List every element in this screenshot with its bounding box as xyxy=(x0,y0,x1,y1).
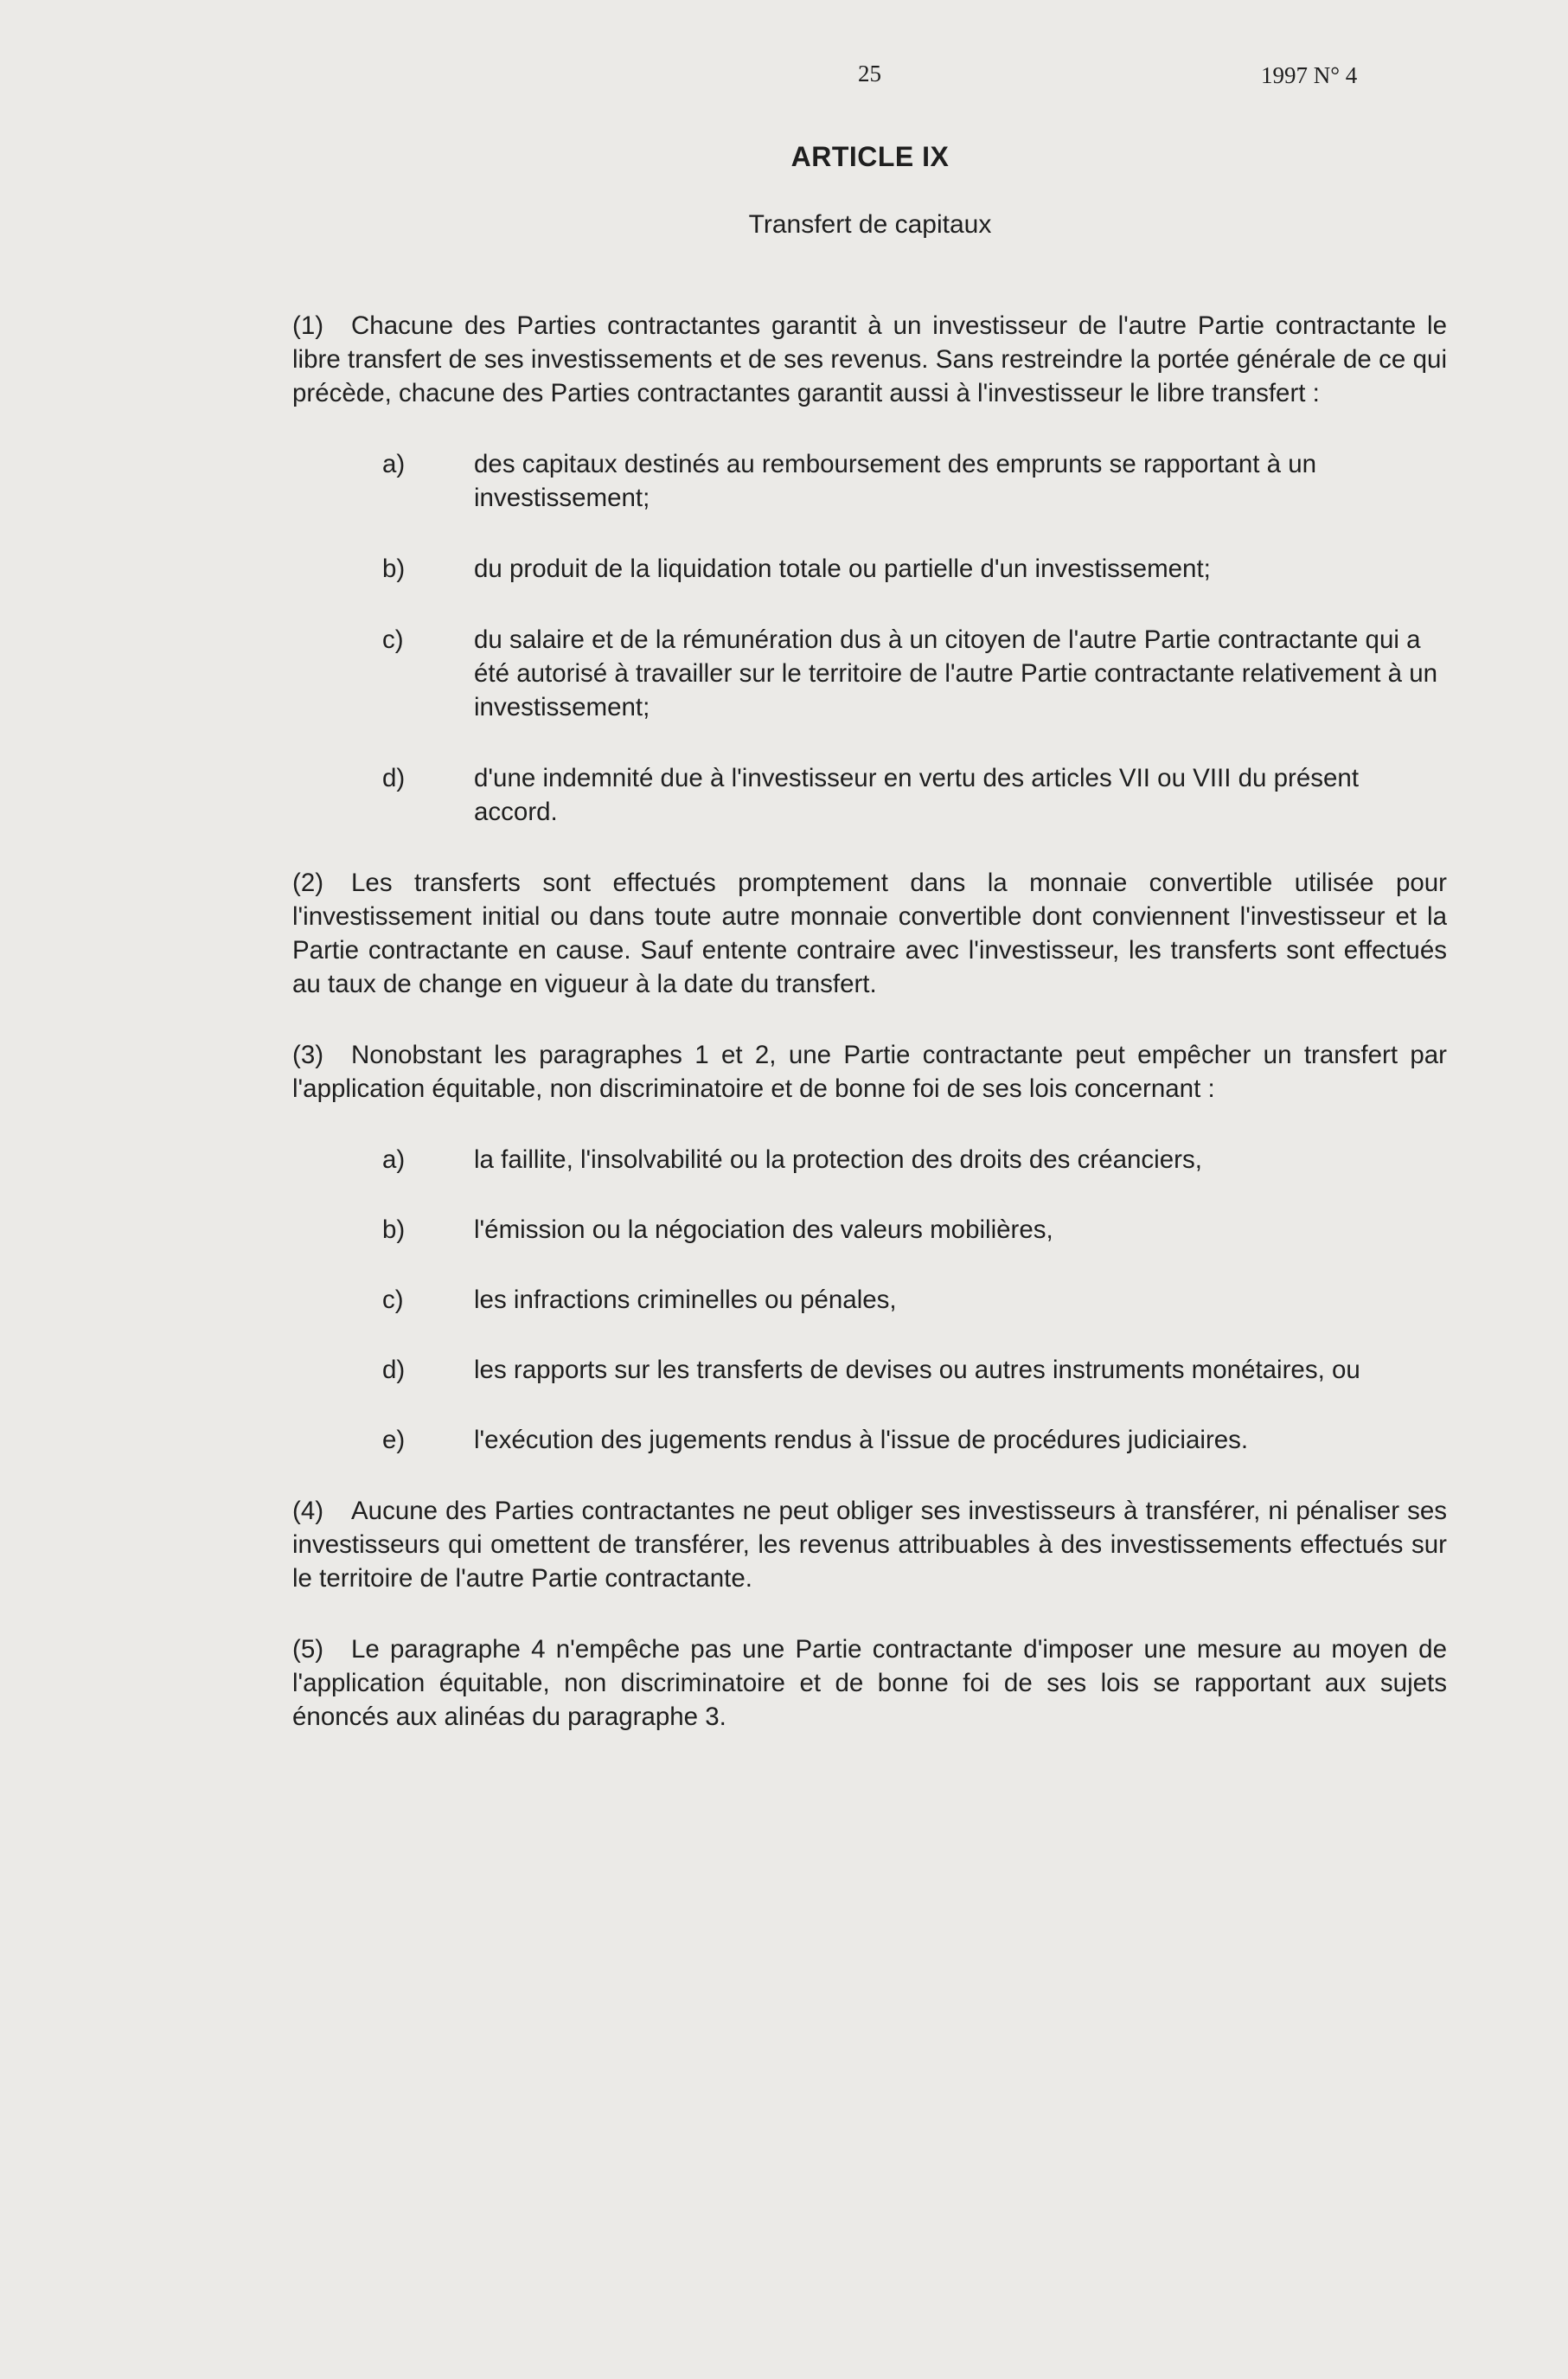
paragraph-number: (5) xyxy=(292,1635,324,1664)
item-label: d) xyxy=(382,1356,406,1384)
item-text: du salaire et de la rémunération dus à un citoyen de l'autre Partie contractante qui a été autorisé à travailler sur le territoire de l'autre Partie contractante relativement à un investissement; xyxy=(474,625,1438,721)
list-item xyxy=(292,1353,1447,1387)
paragraph-text: Le paragraphe 4 n'empêche pas une Partie contractante d'imposer une mesure au moyen de l'application équitable, non discriminatoire et de bonne foi de ses lois se rapportant aux sujets énoncés aux alinéas du paragraphe 3. xyxy=(292,1635,1447,1731)
paragraph-text: Nonobstant les paragraphes 1 et 2, une Partie contractante peut empêcher un transfert par l'application équitable, non discriminatoire et de bonne foi de ses lois concernant : xyxy=(292,1041,1447,1103)
item-text: la faillite, l'insolvabilité ou la protection des droits des créanciers, xyxy=(474,1145,1202,1174)
paragraph-text: Chacune des Parties contractantes garantit à un investisseur de l'autre Partie contractante le libre transfert de ses investissements et de ses revenus. Sans restreindre la portée générale de ce qui précède, chacune des Parties contractantes garantit aussi à l'investisseur le libre transfert : xyxy=(292,311,1447,407)
item-text: les infractions criminelles ou pénales, xyxy=(474,1286,897,1314)
item-text: des capitaux destinés au remboursement des emprunts se rapportant à un investissement; xyxy=(474,450,1317,512)
issue-reference: 1997 N° 4 xyxy=(1261,62,1358,88)
list-item xyxy=(292,761,1447,829)
paragraph-3 xyxy=(292,1038,1447,1106)
article-title: ARTICLE IX xyxy=(790,141,950,172)
paragraph-number: (3) xyxy=(292,1041,324,1069)
paragraph-4 xyxy=(292,1494,1447,1595)
paragraph-1-items xyxy=(292,447,1447,829)
list-item xyxy=(292,1213,1447,1247)
item-text: l'émission ou la négociation des valeurs mobilières, xyxy=(474,1215,1053,1244)
item-label: a) xyxy=(382,1145,406,1174)
paragraph-number: (4) xyxy=(292,1497,324,1525)
item-label: a) xyxy=(382,450,406,478)
item-text: les rapports sur les transferts de devises ou autres instruments monétaires, ou xyxy=(474,1356,1360,1384)
article-subtitle: Transfert de capitaux xyxy=(748,210,992,239)
list-item xyxy=(292,1423,1447,1457)
paragraph-3-items xyxy=(292,1143,1447,1457)
list-item xyxy=(292,1143,1447,1177)
list-item xyxy=(292,1283,1447,1317)
item-label: b) xyxy=(382,1215,406,1244)
paragraph-2 xyxy=(292,866,1447,1001)
item-label: e) xyxy=(382,1426,406,1454)
list-item xyxy=(292,552,1447,586)
item-text: du produit de la liquidation totale ou partielle d'un investissement; xyxy=(474,555,1211,583)
item-label: c) xyxy=(382,1286,404,1314)
paragraph-text: Aucune des Parties contractantes ne peut obliger ses investisseurs à transférer, ni pénaliser ses investisseurs qui omettent de transférer, les revenus attribuables à des investissements effectués sur le territoire de l'autre Partie contractante. xyxy=(292,1497,1447,1593)
item-label: d) xyxy=(382,764,406,792)
paragraph-1 xyxy=(292,309,1447,410)
item-text: l'exécution des jugements rendus à l'issue de procédures judiciaires. xyxy=(474,1426,1249,1454)
page-header xyxy=(0,61,1568,95)
paragraph-number: (2) xyxy=(292,869,324,897)
item-label: b) xyxy=(382,555,406,583)
page-number: 25 xyxy=(858,61,881,87)
item-label: c) xyxy=(382,625,404,654)
article-body xyxy=(292,309,1447,1771)
list-item xyxy=(292,623,1447,724)
paragraph-number: (1) xyxy=(292,311,324,340)
list-item xyxy=(292,447,1447,515)
item-text: d'une indemnité due à l'investisseur en vertu des articles VII ou VIII du présent accord. xyxy=(474,764,1360,826)
paragraph-text: Les transferts sont effectués promptement dans la monnaie convertible utilisée pour l'investissement initial ou dans toute autre monnaie convertible dont conviennent l'investisseur et la Partie contractante en cause. Sauf entente contraire avec l'investisseur, les transferts sont effectués au taux de change en vigueur à la date du transfert. xyxy=(292,869,1447,998)
paragraph-5 xyxy=(292,1632,1447,1734)
